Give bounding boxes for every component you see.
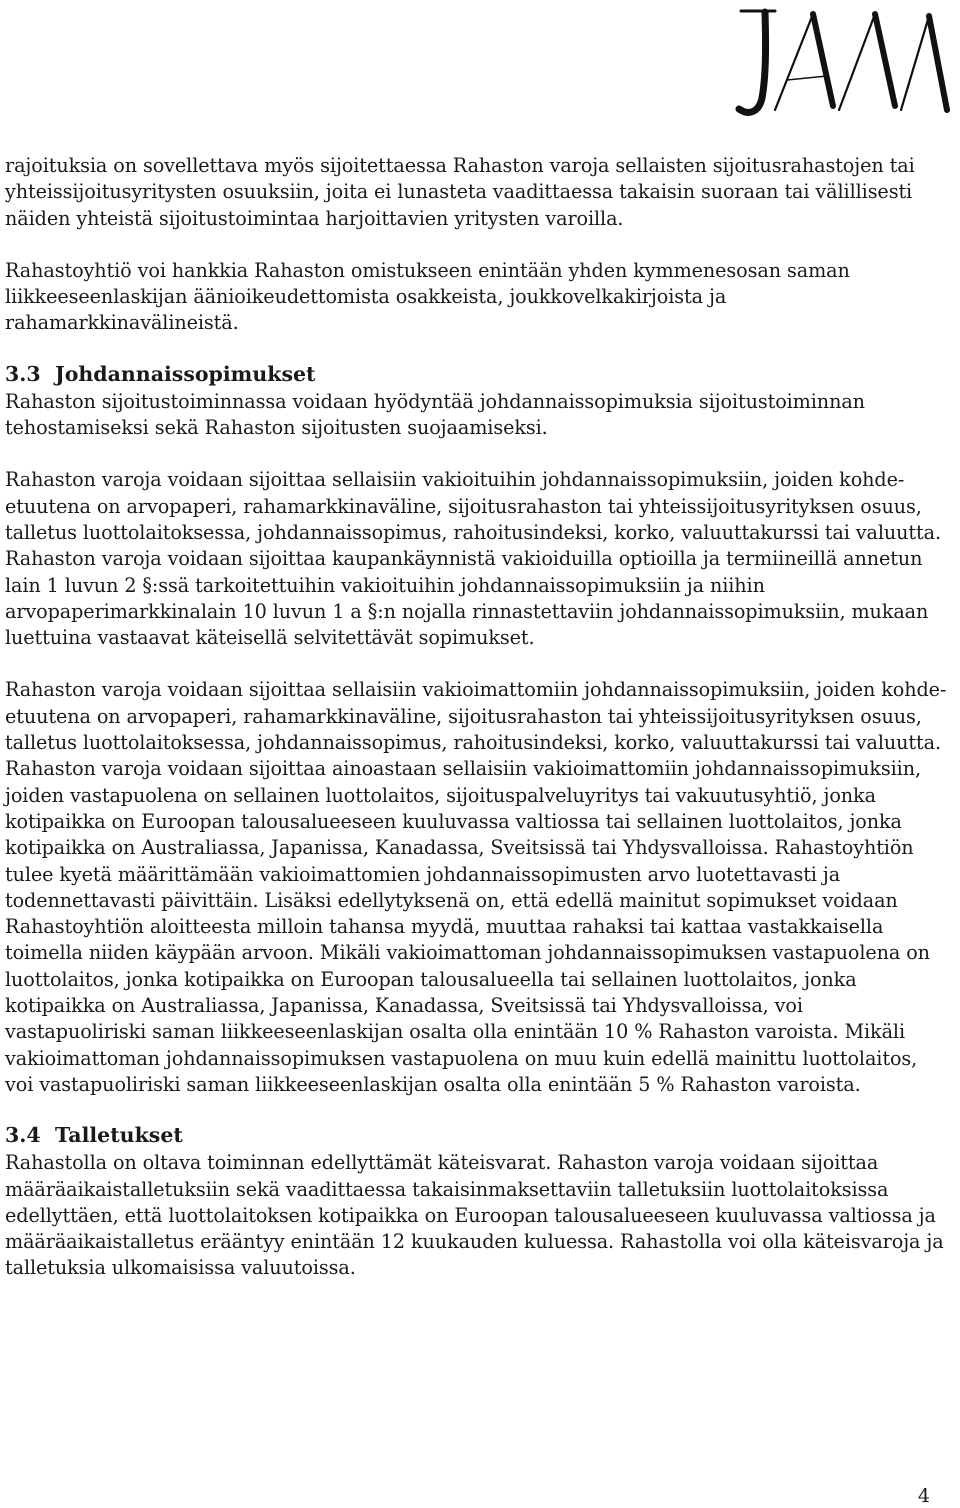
jam-logo [735,6,950,118]
section-heading-deposits [5,1120,950,1150]
paragraph-derivatives-intro: Rahaston sijoitustoiminnassa voidaan hyödyntää johdannaissopimuksia sijoitustoiminnan tehostamiseksi sekä Rahaston sijoitusten suojaamiseksi. [5,389,865,440]
section-title: Johdannaissopimukset [55,361,316,386]
document-body [5,153,950,1282]
paragraph-fund-restrictions: rajoituksia on sovellettava myös sijoitettaessa Rahaston varoja sellaisten sijoitusrahastojen tai yhteissijoitusyritysten osuuksiin, joita ei lunasteta vaadittaessa takaisin suoraan tai välillisesti näiden yhteistä sijoitustoimintaa harjoittavien yritysten varoilla. [5,154,915,230]
paragraph-standardized-derivatives: Rahaston varoja voidaan sijoittaa sellaisiin vakioituihin johdannaissopimuksiin, joiden kohde-etuutena on arvopaperi, rahamarkkinaväline, sijoitusrahaston tai yhteissijoitusyrityksen osuus, talletus luottolaitoksessa, johdannaissopimus, rahoitusindeksi, korko, valuuttakurssi tai valuutta. Rahaston varoja voidaan sijoittaa kaupankäynnistä vakioiduilla optioilla ja termiineillä annetun lain 1 luvun 2 §:ssä tarkoitettuihin vakioituihin johdannaissopimuksiin ja niihin arvopaperimarkkinalain 10 luvun 1 a §:n nojalla rinnastettaviin johdannaissopimuksiin, mukaan luettuina vastaavat käteisellä selvitettävät sopimukset. [5,468,941,650]
paragraph-otc-derivatives: Rahaston varoja voidaan sijoittaa sellaisiin vakioimattomiin johdannaissopimuksiin, joiden kohde-etuutena on arvopaperi, rahamarkkinaväline, sijoitusrahaston tai yhteissijoitusyrityksen osuus, talletus luottolaitoksessa, johdannaissopimus, rahoitusindeksi, korko, valuuttakurssi tai valuutta. Rahaston varoja voidaan sijoittaa ainoastaan sellaisiin vakioimattomiin johdannaissopimuksiin, joiden vastapuolena on sellainen luottolaitos, sijoituspalveluyritys tai vakuutusyhtiö, jonka kotipaikka on Euroopan talousalueeseen kuuluvassa valtiossa tai sellainen luottolaitos, jonka kotipaikka on Australiassa, Japanissa, Kanadassa, Sveitsissä tai Yhdysvalloissa. Rahastoyhtiön tulee kyetä määrittämään vakioimattomien johdannaissopimusten arvo luotettavasti ja todennettavasti päivittäin. Lisäksi edellytyksenä on, että edellä mainitut sopimukset voidaan Rahastoyhtiön aloitteesta milloin tahansa myydä, muuttaa rahaksi tai kattaa vastakkaisella toimella niiden käypään arvoon. Mikäli vakioimattoman johdannaissopimuksen vastapuolena on luottolaitos, jonka kotipaikka on Euroopan talousalueella tai sellainen luottolaitos, jonka kotipaikka on Australiassa, Japanissa, Kanadassa, Sveitsissä tai Yhdysvalloissa, voi vastapuoliriski saman liikkeeseenlaskijan osalta olla enintään 10 % Rahaston varoista. Mikäli vakioimattoman johdannaissopimuksen vastapuolena on muu kuin edellä mainittu luottolaitos, voi vastapuoliriski saman liikkeeseenlaskijan osalta olla enintään 5 % Rahaston varoista. [5,678,947,1096]
page-number: 4 [917,1485,930,1507]
section-title: Talletukset [55,1123,183,1148]
section-number: 3.4 [5,1123,41,1148]
paragraph-deposits: Rahastolla on oltava toiminnan edellyttämät käteisvarat. Rahaston varoja voidaan sijoittaa määräaikaistalletuksiin sekä vaadittaessa takaisinmaksettaviin talletuksiin luottolaitoksissa edellyttäen, että luottolaitoksen kotipaikka on Euroopan talousalueeseen kuuluvassa valtiossa ja määräaikaistalletus erääntyy enintään 12 kuukauden kuluessa. Rahastolla voi olla käteisvaroja ja talletuksia ulkomaisissa valuutoissa. [5,1151,944,1280]
section-number: 3.3 [5,361,41,386]
section-heading-derivatives [5,359,950,389]
paragraph-non-voting-shares: Rahastoyhtiö voi hankkia Rahaston omistukseen enintään yhden kymmenesosan saman liikkeeseenlaskijan äänioikeudettomista osakkeista, joukkovelkakirjoista ja rahamarkkinavälineistä. [5,258,850,335]
